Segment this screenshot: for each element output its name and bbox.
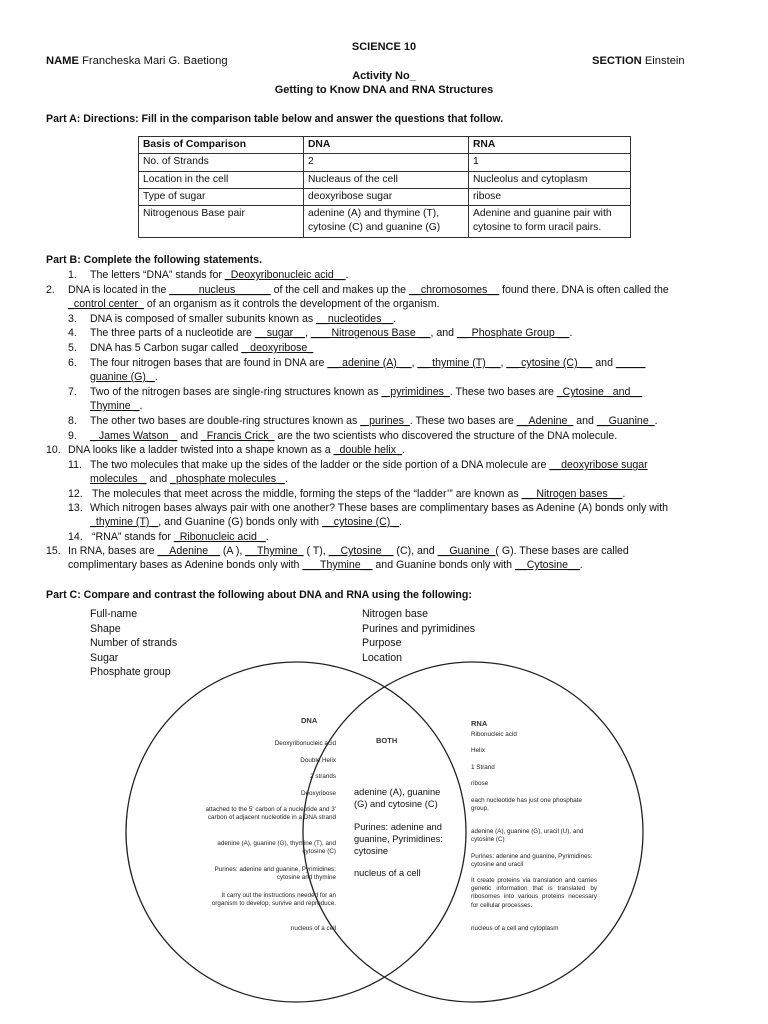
venn-rna-item: Ribonucleic acid [471, 731, 517, 738]
venn-rna-item: Purines: adenine and guanine, Pyrimidines: cytosine and uracil [471, 853, 593, 869]
statement-number: 14. [68, 531, 83, 543]
answer: __sugar__ [254, 327, 305, 339]
table-cell: No. of Strands [139, 154, 304, 171]
list-item: Number of strands [90, 637, 178, 650]
venn-dna-item: 2 strands [310, 773, 336, 780]
statement-number: 15. [46, 545, 61, 557]
statement-text: , and [430, 327, 457, 339]
statement-text: and [573, 415, 597, 427]
table-header: DNA [304, 137, 469, 154]
table-cell: Location in the cell [139, 171, 304, 188]
venn-rna-item: nucleus of a cell and cytoplasm [471, 925, 559, 932]
statement-text: The letters “DNA” stands for [90, 269, 225, 281]
table-cell: 1 [469, 154, 631, 171]
statement-7-cont: Thymine _. [90, 400, 143, 412]
venn-rna-item: ribose [471, 780, 489, 787]
answer: _phosphate molecules _ [170, 473, 285, 485]
venn-rna-item: adenine (A), guanine (G), uracil (U), and cytosine (C) [471, 828, 584, 844]
list-item: Sugar [90, 651, 119, 664]
answer: _ deoxyribose_ [241, 342, 314, 354]
answer: _____nucleus______ [169, 284, 271, 296]
venn-dna-item: adenine (A), guanine (G), thymine (T), and cytosine (C) [217, 840, 336, 856]
answer: _Deoxyribonucleic acid__ [224, 269, 346, 281]
statement-3: DNA is composed of smaller subunits known as __nucleotides__. [90, 313, 397, 325]
statement-text: “RNA” stands for [92, 531, 174, 543]
statement-14: “RNA” stands for _Ribonucleic acid _. [92, 531, 269, 543]
table-cell: ribose [469, 188, 631, 205]
statement-6-cont: guanine (G) _. [90, 371, 158, 383]
statement-number: 11. [68, 459, 82, 471]
answer: _thymine (T) _ [90, 516, 159, 528]
statement-12: The molecules that meet across the middle, forming the steps of the “ladder’” are known as __ Nitrogen bases __. [92, 488, 626, 500]
statement-text: are the two scientists who discovered the structure of the DNA molecule. [274, 430, 618, 442]
section-value: Einstein [644, 55, 685, 67]
statement-text: , [500, 357, 507, 369]
statement-4: The three parts of a nucleotide are __sugar__, ___ Nitrogenous Base __, and __ Phosphate Group __. [90, 327, 573, 339]
statement-text: ( T), [303, 545, 329, 557]
statement-text: and Guanine bonds only with [372, 559, 515, 571]
venn-dna-item: It carry out the instructions needed for an organism to develop, survive and reproduce. [211, 892, 336, 908]
venn-both-item: nucleus of a cell [354, 868, 421, 878]
statement-text: Two of the nitrogen bases are single-ring structures known as [90, 386, 382, 398]
answer: __nucleotides__ [316, 313, 394, 325]
rna-label: RNA [471, 719, 488, 728]
name-label: NAME [46, 55, 79, 67]
table-cell: Nucleolus and cytoplasm [469, 171, 631, 188]
statement-number: 1. [68, 269, 77, 281]
table-cell: adenine (A) and thymine (T), cytosine (C) and guanine (G) [304, 206, 469, 238]
answer: __chromosomes__ [409, 284, 500, 296]
section-label: SECTION [592, 55, 642, 67]
statement-text: (C), and [393, 545, 438, 557]
answer: __ Phosphate Group __ [456, 327, 570, 339]
statement-text: of an organism as it controls the development of the organism. [143, 298, 440, 310]
subject-title: SCIENCE 10 [351, 41, 417, 53]
statement-text: , and Guanine (G) bonds only with [158, 516, 323, 528]
statement-13: Which nitrogen bases always pair with one another? These bases are complimentary bases as Adenine (A) bonds only with [90, 502, 669, 514]
venn-dna-item: Deoxyribose [301, 790, 336, 797]
statement-text: , [304, 327, 311, 339]
venn-dna-item: attached to the 5' carbon of a nucleotide and 3' carbon of adjacent nucleotide in a DNA strand [205, 806, 336, 822]
answer: __ Nitrogen bases __ [521, 488, 623, 500]
statement-number: 13. [68, 502, 83, 514]
venn-dna-item: Double Helix [300, 757, 336, 764]
answer: ___Thymine__ [302, 559, 373, 571]
answer: __ adenine (A) __ [327, 357, 412, 369]
statement-15-cont: complimentary bases as Adenine bonds only with ___Thymine__ and Guanine bonds only with __Cytosine__. [68, 559, 583, 571]
list-item: Full-name [90, 608, 138, 620]
answer: _ purines_ [360, 415, 410, 427]
statement-text: and [177, 430, 201, 442]
statement-text: The other two bases are double-ring structures known as [90, 415, 361, 427]
dna-label: DNA [301, 716, 318, 725]
answer: __Guanine_ [596, 415, 655, 427]
statement-text: and [146, 473, 171, 485]
answer: _ James Watson _ [90, 430, 178, 442]
statement-number: 2. [46, 284, 55, 296]
venn-dna-item: Deoxyribonucleic acid [274, 740, 336, 747]
list-item: Purines and pyrimidines [362, 622, 476, 635]
answer: __Guanine_ [437, 545, 496, 557]
part-c-heading: Part C: Compare and contrast the following about DNA and RNA using the following: [46, 589, 472, 601]
venn-dna-item: Purines: adenine and guanine, Pyrimidines: cytosine and thymine [214, 866, 336, 882]
statement-number: 6. [68, 357, 77, 369]
statement-text: The three parts of a nucleotide are [90, 327, 255, 339]
answer: molecules _ [90, 473, 147, 485]
list-item: Purpose [362, 637, 402, 650]
table-header: RNA [469, 137, 631, 154]
answer: _Francis Crick_ [200, 430, 275, 442]
name-value: Francheska Mari G. Baetiong [82, 55, 228, 67]
answer: __deoxyribose sugar [549, 459, 648, 471]
table-cell: 2 [304, 154, 469, 171]
statement-number: 10. [46, 444, 61, 456]
statement-text: The two molecules that make up the sides of the ladder or the side portion of a DNA molecule are [90, 459, 550, 471]
statement-number: 4. [68, 327, 77, 339]
statement-text: (A ), [219, 545, 246, 557]
statement-text: DNA has 5 Carbon sugar called [90, 342, 242, 354]
statement-number: 7. [68, 386, 77, 398]
statement-text: DNA is located in the [68, 284, 170, 296]
list-item: Shape [90, 622, 121, 635]
list-item: Phosphate group [90, 666, 171, 679]
venn-dna-item: nucleus of a cell [290, 925, 336, 932]
answer: _____ [615, 357, 646, 369]
statement-number: 5. [68, 342, 77, 354]
activity-number: Activity No_ [352, 70, 416, 82]
answer: __Adenine__ [157, 545, 220, 557]
venn-both-item: adenine (A), guanine (G) and cytosine (C) [354, 787, 441, 809]
statement-1: The letters “DNA” stands for _Deoxyribonucleic acid__. [90, 269, 349, 281]
list-item: Nitrogen base [362, 608, 428, 620]
answer: __Cytosine__ [328, 545, 394, 557]
venn-both-item: Purines: adenine and guanine, Pyrimidines: cytosine [354, 822, 443, 856]
venn-rna-item: Helix [471, 747, 485, 754]
table-cell: Nitrogenous Base pair [139, 206, 304, 238]
statement-text: The molecules that meet across the middle, forming the steps of the “ladder’” are known as [92, 488, 522, 500]
table-cell: deoxyribose sugar [304, 188, 469, 205]
statement-text: DNA looks like a ladder twisted into a shape known as a [68, 444, 334, 456]
statement-text: ( G). These bases are called [495, 545, 629, 557]
statement-text: . These two bases are [449, 386, 557, 398]
venn-rna-item: It create proteins via translation and carries genetic information that is translated by ribosomes into various proteins necessary for cellular processes. [471, 877, 597, 909]
statement-number: 8. [68, 415, 77, 427]
statement-text: of the cell and makes up the [270, 284, 410, 296]
statement-8: The other two bases are double-ring structures known as _ purines_. These two bases are __Adenine_ and __Guanine_. [90, 415, 658, 427]
answer: guanine (G) _ [90, 371, 155, 383]
venn-rna-item: each nucleotide has just one phosphate group. [471, 797, 582, 813]
statement-text: . These two bases are [409, 415, 517, 427]
statement-10: DNA looks like a ladder twisted into a shape known as a _double helix_. [68, 444, 405, 456]
page-title: Getting to Know DNA and RNA Structures [274, 84, 494, 96]
answer: _control center_ [68, 298, 144, 310]
answer: _Ribonucleic acid _ [173, 531, 266, 543]
statement-text: complimentary bases as Adenine bonds only with [68, 559, 303, 571]
statement-number: 12. [68, 488, 83, 500]
answer: _ pyrimidines_ [381, 386, 450, 398]
answer: ___ Nitrogenous Base __ [310, 327, 431, 339]
statement-text: The four nitrogen bases that are found in DNA are [90, 357, 328, 369]
table-cell: Type of sugar [139, 188, 304, 205]
answer: __ thymine (T) __ [417, 357, 501, 369]
answer: __Adenine_ [516, 415, 574, 427]
statement-number: 9. [68, 430, 77, 442]
statement-text: In RNA, bases are [68, 545, 158, 557]
answer: Thymine _ [90, 400, 140, 412]
statement-text: found there. DNA is often called the [499, 284, 669, 296]
statement-text: and [592, 357, 616, 369]
table-cell: Adenine and guanine pair with cytosine to form uracil pairs. [469, 206, 631, 238]
answer: __ cytosine (C) __ [506, 357, 593, 369]
answer: _Cytosine _and__ [556, 386, 643, 398]
statement-13-cont: _thymine (T) _, and Guanine (G) bonds only with __cytosine (C) _. [90, 516, 403, 528]
table-cell: Nucleaus of the cell [304, 171, 469, 188]
statement-text: DNA is composed of smaller subunits known as [90, 313, 317, 325]
statement-number: 3. [68, 313, 77, 325]
table-header: Basis of Comparison [139, 137, 304, 154]
answer: __Cytosine__ [515, 559, 580, 571]
statement-text: , [411, 357, 418, 369]
both-label: BOTH [376, 736, 398, 745]
statement-11-cont: molecules _ and _phosphate molecules _. [90, 473, 288, 485]
part-b-heading: Part B: Complete the following statements. [46, 254, 263, 266]
answer: _double helix_ [333, 444, 402, 456]
answer: __cytosine (C) _ [322, 516, 400, 528]
answer: __Thymine_ [245, 545, 304, 557]
part-a-directions: Part A: Directions: Fill in the comparison table below and answer the questions that follow. [46, 113, 504, 125]
list-item: Location [362, 651, 403, 664]
venn-rna-item: 1 Strand [471, 764, 495, 771]
